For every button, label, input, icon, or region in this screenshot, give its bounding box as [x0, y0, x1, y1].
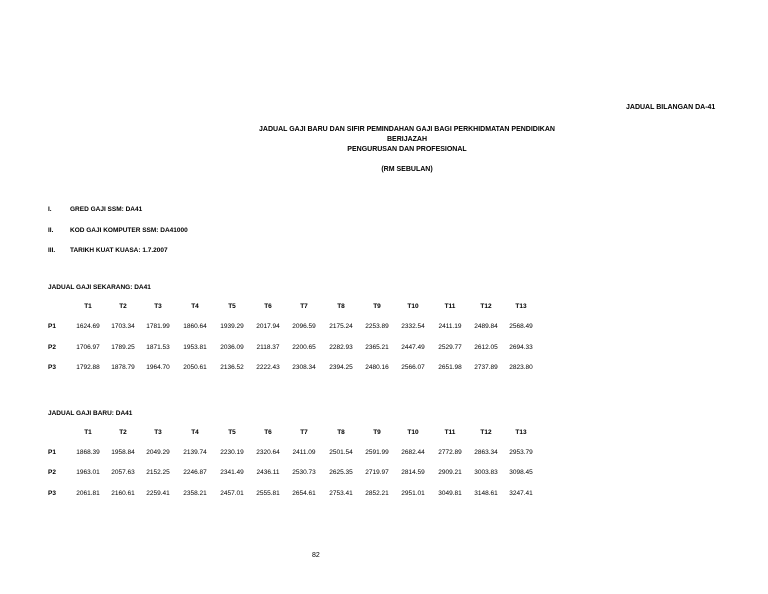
table-heading: JADUAL GAJI SEKARANG: DA41	[48, 284, 151, 291]
column-header: T5	[228, 429, 236, 436]
column-header: T5	[228, 303, 236, 310]
table-cell: 2152.25	[146, 469, 170, 476]
column-header: T1	[84, 429, 92, 436]
document-reference: JADUAL BILANGAN DA-41	[626, 104, 716, 111]
table-cell: 2566.07	[401, 364, 425, 371]
table-cell: 2852.21	[365, 490, 389, 497]
table-cell: 2480.16	[365, 364, 389, 371]
column-header: T2	[119, 429, 127, 436]
table-cell: 2489.84	[474, 323, 498, 330]
column-header: T8	[337, 429, 345, 436]
table-cell: 2529.77	[438, 344, 462, 351]
table-cell: 1706.97	[76, 344, 100, 351]
row-label: P1	[48, 323, 56, 330]
table-cell: 2737.89	[474, 364, 498, 371]
table-cell: 2246.87	[183, 469, 207, 476]
table-cell: 1963.01	[76, 469, 100, 476]
column-header: T8	[337, 303, 345, 310]
table-cell: 2654.61	[292, 490, 316, 497]
table-cell: 1878.79	[111, 364, 135, 371]
table-cell: 2057.63	[111, 469, 135, 476]
column-header: T10	[407, 429, 419, 436]
table-cell: 2049.29	[146, 449, 170, 456]
column-header: T4	[191, 429, 199, 436]
column-header: T12	[480, 429, 492, 436]
column-header: T10	[407, 303, 419, 310]
row-label: P3	[48, 490, 56, 497]
table-cell: 2719.97	[365, 469, 389, 476]
table-cell: 2909.21	[438, 469, 462, 476]
title-line-2: BERIJAZAH	[386, 136, 428, 143]
table-cell: 2823.80	[509, 364, 533, 371]
table-cell: 2651.98	[438, 364, 462, 371]
table-cell: 2394.25	[329, 364, 353, 371]
table-cell: 2411.19	[438, 323, 462, 330]
column-header: T11	[444, 303, 456, 310]
row-label: P1	[48, 449, 56, 456]
table-cell: 2139.74	[183, 449, 207, 456]
column-header: T6	[264, 429, 272, 436]
column-header: T4	[191, 303, 199, 310]
table-cell: 2530.73	[292, 469, 316, 476]
table-cell: 2753.41	[329, 490, 353, 497]
table-cell: 2230.19	[220, 449, 244, 456]
table-cell: 3049.81	[438, 490, 462, 497]
info-item-text: TARIKH KUAT KUASA: 1.7.2007	[70, 247, 168, 254]
column-header: T6	[264, 303, 272, 310]
table-cell: 2612.05	[474, 344, 498, 351]
table-cell: 2591.99	[365, 449, 389, 456]
table-cell: 1939.29	[220, 323, 244, 330]
table-cell: 2061.81	[76, 490, 100, 497]
table-cell: 2200.65	[292, 344, 316, 351]
table-cell: 2320.64	[256, 449, 280, 456]
table-cell: 1953.81	[183, 344, 207, 351]
table-cell: 1789.25	[111, 344, 135, 351]
column-header: T9	[373, 303, 381, 310]
table-cell: 1958.84	[111, 449, 135, 456]
table-cell: 2175.24	[329, 323, 353, 330]
column-header: T13	[515, 303, 527, 310]
title-unit: (RM SEBULAN)	[381, 166, 433, 173]
column-header: T7	[300, 429, 308, 436]
table-cell: 3098.45	[509, 469, 533, 476]
table-cell: 2501.54	[329, 449, 353, 456]
table-cell: 2457.01	[220, 490, 244, 497]
table-cell: 2050.61	[183, 364, 207, 371]
page-number: 82	[312, 552, 320, 559]
table-cell: 2136.52	[220, 364, 244, 371]
table-heading: JADUAL GAJI BARU: DA41	[48, 410, 133, 417]
table-cell: 2118.37	[256, 344, 280, 351]
table-cell: 2568.49	[509, 323, 533, 330]
table-cell: 3003.83	[474, 469, 498, 476]
table-cell: 2308.34	[292, 364, 316, 371]
info-item-text: GRED GAJI SSM: DA41	[70, 206, 143, 213]
table-cell: 3148.61	[474, 490, 498, 497]
column-header: T11	[444, 429, 456, 436]
table-cell: 2436.11	[256, 469, 280, 476]
table-cell: 2036.09	[220, 344, 244, 351]
table-cell: 2863.34	[474, 449, 498, 456]
table-cell: 2951.01	[401, 490, 425, 497]
column-header: T1	[84, 303, 92, 310]
table-cell: 1860.64	[183, 323, 207, 330]
title-line-1: JADUAL GAJI BARU DAN SIFIR PEMINDAHAN GAJI BAGI PERKHIDMATAN PENDIDIKAN	[259, 126, 555, 133]
title-line-3: PENGURUSAN DAN PROFESIONAL	[347, 146, 467, 153]
row-label: P2	[48, 469, 56, 476]
table-cell: 2682.44	[401, 449, 425, 456]
table-cell: 2160.61	[111, 490, 135, 497]
table-cell: 2694.33	[509, 344, 533, 351]
info-item-number: III.	[48, 247, 56, 254]
table-cell: 2365.21	[365, 344, 389, 351]
table-cell: 1868.39	[76, 449, 100, 456]
table-cell: 2814.59	[401, 469, 425, 476]
column-header: T7	[300, 303, 308, 310]
table-cell: 2017.94	[256, 323, 280, 330]
column-header: T3	[154, 429, 162, 436]
table-cell: 2341.49	[220, 469, 244, 476]
table-cell: 1624.69	[76, 323, 100, 330]
table-cell: 2411.09	[292, 449, 316, 456]
info-item-number: I.	[48, 206, 52, 213]
table-cell: 2772.89	[438, 449, 462, 456]
table-cell: 2447.49	[401, 344, 425, 351]
table-cell: 2253.89	[365, 323, 389, 330]
row-label: P2	[48, 344, 56, 351]
table-cell: 3247.41	[509, 490, 533, 497]
table-cell: 1871.53	[146, 344, 170, 351]
table-cell: 2259.41	[146, 490, 170, 497]
column-header: T9	[373, 429, 381, 436]
table-cell: 1781.99	[146, 323, 170, 330]
table-cell: 2625.35	[329, 469, 353, 476]
column-header: T12	[480, 303, 492, 310]
table-cell: 2096.59	[292, 323, 316, 330]
table-cell: 2222.43	[256, 364, 280, 371]
table-cell: 1703.34	[111, 323, 135, 330]
column-header: T3	[154, 303, 162, 310]
info-item-text: KOD GAJI KOMPUTER SSM: DA41000	[70, 227, 188, 234]
row-label: P3	[48, 364, 56, 371]
table-cell: 2953.79	[509, 449, 533, 456]
table-cell: 2358.21	[183, 490, 207, 497]
info-item-number: II.	[48, 227, 54, 234]
column-header: T13	[515, 429, 527, 436]
table-cell: 2332.54	[401, 323, 425, 330]
table-cell: 1792.88	[76, 364, 100, 371]
table-cell: 2282.93	[329, 344, 353, 351]
column-header: T2	[119, 303, 127, 310]
table-cell: 1964.70	[146, 364, 170, 371]
table-cell: 2555.81	[256, 490, 280, 497]
